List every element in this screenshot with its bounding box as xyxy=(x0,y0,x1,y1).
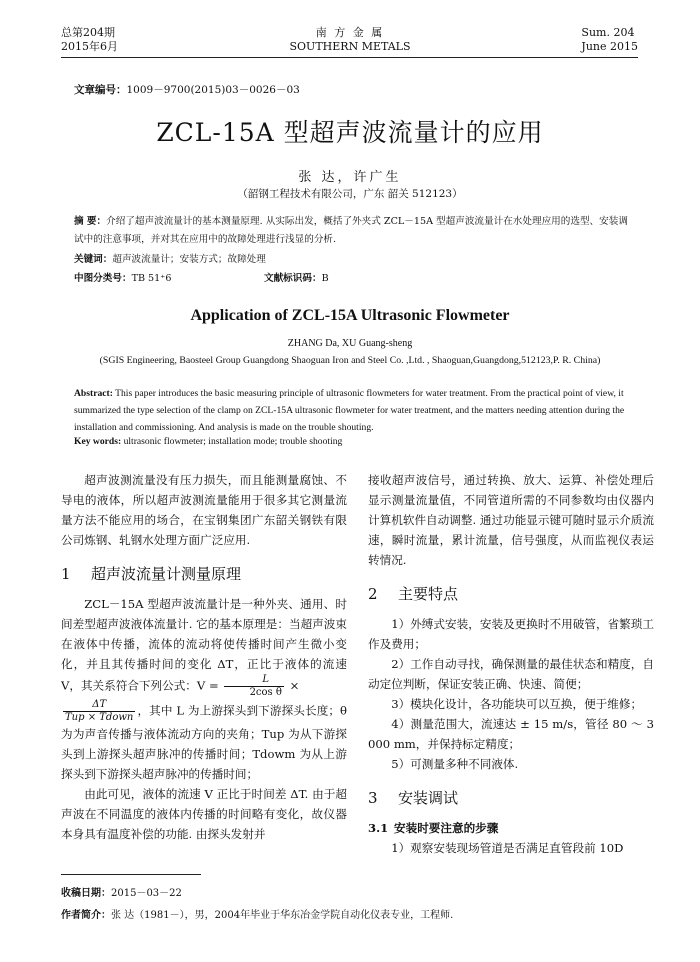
authors-en: ZHANG Da, XU Guang-sheng xyxy=(287,338,413,349)
affiliation-cn: （韶钢工程技术有限公司，广东 韶关 512123） xyxy=(237,188,463,200)
abstract-en-label: Abstract: xyxy=(74,388,113,399)
doc-code-label: 文献标识码： xyxy=(264,273,322,284)
clc-number xyxy=(74,270,171,284)
keywords-en-label: Key words: xyxy=(74,436,122,447)
article-number-label: 文章编号： xyxy=(74,84,127,96)
principle-text: ZCL－15A 型超声波流量计是一种外夹、通用、时间差型超声波液体流量计. 它的基本原理是：当超声波束在液体中传播，流体的流动将使传播时间产生微小变化，并且其传播时间的变化 ΔT，正比于液体的流速 V，其关系符合下列公式：V = xyxy=(61,597,347,693)
subsection-3-1-number: 3.1 xyxy=(368,821,389,835)
fraction-1-denominator: 2cos θ xyxy=(249,687,282,698)
header-divider xyxy=(61,57,638,58)
issue-month: June 2015 xyxy=(581,40,638,53)
feature-item: 3）模块化设计，各功能块可以互换，便于维修； xyxy=(391,697,643,711)
author-bio xyxy=(61,906,453,921)
keywords-cn-label: 关键词： xyxy=(74,254,113,265)
section-2-number: 2 xyxy=(368,585,378,603)
section-2-title: 主要特点 xyxy=(398,585,459,603)
footnote-divider xyxy=(61,874,201,875)
fraction-1-numerator: L xyxy=(224,674,284,687)
subsection-3-1-title: 安装时要注意的步骤 xyxy=(394,821,499,835)
keywords-cn-text: 超声波流量计；安装方式；故障处理 xyxy=(112,254,266,265)
issue-date: 2015年6月 xyxy=(61,40,118,53)
variable-definitions: ，其中 L 为上游探头到下游探头长度；θ 为为声音传播与液体流动方向的夹角；Tup 为从下游探头到上游探头超声脉冲的传播时间；Tdowm 为从上游探头到下游探头超声脉冲的传播时间； xyxy=(61,703,347,781)
feature-item: 4）测量范围大，流速达 ± 15 m/s，管径 80 ～ 3 000 mm，并保持标定精度； xyxy=(368,717,654,751)
feature-item: 2）工作自动寻找，确保测量的最佳状态和精度，自动定位判断，保证安装正确、快速、简便； xyxy=(368,657,654,691)
signal-paragraph: 接收超声波信号，通过转换、放大、运算、补偿处理后显示测量流量值，不同管道所需的不同参数均由仪器内计算机软件自动调整. 通过功能显示键可随时显示介质流速，瞬时流量，累计流量，信号强度，从而监视仪表运转情况. xyxy=(368,473,654,567)
clc-label: 中图分类号： xyxy=(74,273,132,284)
journal-issue-right xyxy=(581,26,638,54)
article-number xyxy=(74,82,300,97)
formula-fraction-1 xyxy=(224,674,284,699)
abstract-cn xyxy=(74,213,634,249)
clc-value: TB 51⁺6 xyxy=(131,273,172,284)
section-heading-1 xyxy=(61,564,347,584)
abstract-en xyxy=(74,385,634,436)
author-bio-value: 张 达（1981－），男，2004年毕业于华东冶金学院自动化仪表专业，工程师. xyxy=(111,910,454,921)
principle-paragraph xyxy=(61,594,347,699)
issue-sum: Sum. 204 xyxy=(581,26,635,39)
formula-fraction-2 xyxy=(63,699,135,724)
author-bio-label: 作者简介： xyxy=(61,910,111,921)
section-heading-3 xyxy=(368,788,654,808)
body-column-left xyxy=(61,470,347,844)
journal-name-en: SOUTHERN METALS xyxy=(289,40,411,53)
keywords-cn xyxy=(74,251,634,269)
intro-paragraph: 超声波测流量没有压力损失，而且能测量腐蚀、不导电的液体，所以超声波测流量能用于很多其它测量流量方法不能应用的场合，在宝钢集团广东韶关钢铁有限公司炼钢、轧钢水处理方面广泛应用. xyxy=(61,473,347,547)
document-code xyxy=(264,270,329,284)
formula-continuation xyxy=(61,699,347,784)
title-en: Application of ZCL-15A Ultrasonic Flowmeter xyxy=(190,307,510,324)
article-number-value: 1009－9700(2015)03－0026－03 xyxy=(126,84,300,96)
issue-number: 总第204期 xyxy=(61,26,115,39)
install-step-paragraph: 1）观察安装现场管道是否满足直管段前 10D xyxy=(391,841,624,855)
abstract-en-text: This paper introduces the basic measuring principle of ultrasonic flowmeters for water treatment. From the practical point of view, it summarized the type selection of the clamp on ZCL-15A ultrasonic flowmeter for water treatment, and the matters needing attention during the installation and commissioning. And analysis is made on the trouble shouting. xyxy=(74,388,625,433)
received-date xyxy=(61,884,182,899)
keywords-en xyxy=(74,436,634,447)
received-value: 2015－03－22 xyxy=(111,888,182,899)
title-cn: ZCL-15A 型超声波流量计的应用 xyxy=(156,118,544,147)
fraction-2-denominator: Tup × Tdown xyxy=(65,712,134,723)
fraction-2-numerator: ΔT xyxy=(63,699,135,712)
affiliation-en: (SGIS Engineering, Baosteel Group Guangdong Shaoguan Iron and Steel Co. ,Ltd. , Shaoguan,Guangdong,512123,P. R. China) xyxy=(99,355,601,366)
section-3-number: 3 xyxy=(368,789,378,807)
section-1-title: 超声波流量计测量原理 xyxy=(91,565,242,583)
feature-item: 5）可测量多种不同液体. xyxy=(391,757,519,771)
feature-item: 1）外缚式安装，安装及更换时不用破管，省繁琐工作及费用； xyxy=(368,617,654,651)
authors-cn: 张 达，许广生 xyxy=(298,170,402,185)
section-1-number: 1 xyxy=(61,565,71,583)
abstract-cn-text: 介绍了超声波流量计的基本测量原理. 从实际出发，概括了外夹式 ZCL－15A 型超声波流量计在水处理应用的选型、安装调试中的注意事项，并对其在应用中的故障处理进行浅显的分析. xyxy=(74,216,628,245)
received-label: 收稿日期： xyxy=(61,888,111,899)
section-heading-2 xyxy=(368,584,654,604)
abstract-cn-label: 摘 要： xyxy=(74,216,107,227)
journal-name-cn: 南 方 金 属 xyxy=(315,26,385,39)
subsection-heading-3-1 xyxy=(368,818,654,838)
doc-code-value: B xyxy=(321,273,329,284)
times-symbol: × xyxy=(289,678,300,693)
section-3-title: 安装调试 xyxy=(398,789,459,807)
keywords-en-text: ultrasonic flowmeter; installation mode; trouble shooting xyxy=(123,436,343,447)
body-column-right xyxy=(368,470,654,858)
conclusion-paragraph: 由此可见，液体的流速 V 正比于时间差 ΔT. 由于超声波在不同温度的液体内传播的时间略有变化，故仪器本身具有温度补偿的功能. 由探头发射并 xyxy=(61,787,347,841)
